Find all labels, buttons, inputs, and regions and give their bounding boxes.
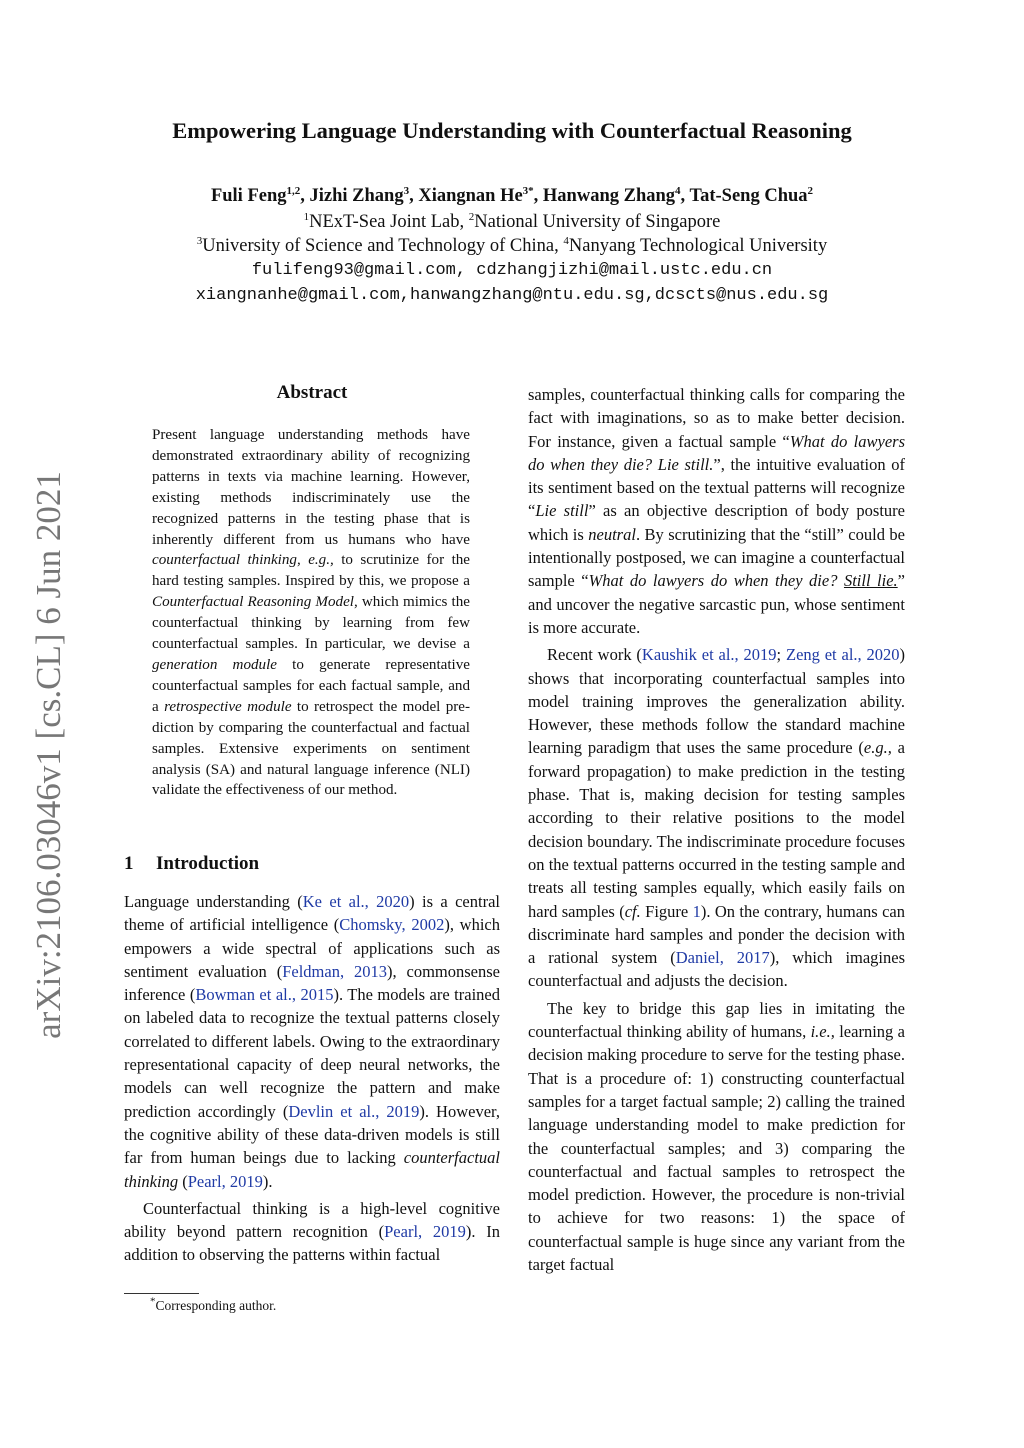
footnote: *Corresponding author.	[150, 1295, 277, 1313]
paragraph	[124, 1197, 500, 1267]
author-affiliation-mark: 1,2	[286, 184, 301, 197]
citation-link[interactable]: Devlin et al., 2019	[288, 1101, 420, 1121]
text-run: The key to bridge this gap lies in imitating the counterfactual thinking ability of humans,	[528, 998, 905, 1042]
paragraph	[528, 643, 905, 992]
affiliation-mark: 1	[303, 210, 310, 223]
arxiv-identifier: arXiv:2106.03046v1 [cs.CL] 6 Jun 2021	[29, 471, 68, 1039]
abstract-body	[152, 425, 470, 801]
italic-text: e.g.,	[863, 738, 892, 758]
text-run: ). In addition to observing the patterns within factual	[124, 1222, 500, 1265]
author-separator: ,	[533, 186, 543, 206]
citation-link[interactable]: Daniel, 2017	[675, 948, 770, 968]
affiliation-line-2	[0, 236, 1024, 257]
text-run: ). On the contrary, humans can discriminate hard samples and ponder the decision with a rational system (	[528, 901, 905, 968]
text-run: learning a decision making procedure to serve for the testing phase. That is a procedure of: 1) constructing counterfactual samples for a target factual sample; 2) calling the trained language understanding model to make prediction for the counterfactual samples; and 3) comparing the counterfactual and factual samples to retrospect the model prediction. However, the procedure is non-trivial to achieve for two reasons: 1) the space of counterfactual sample is huge since any variant from the target factual	[528, 1022, 905, 1274]
author-name: Hanwang Zhang	[542, 186, 676, 206]
italic-text: Lie still	[535, 501, 589, 521]
text-run: ”, the intuitive evaluation of its sentiment based on the textual patterns will recognize “	[528, 454, 905, 521]
affiliation-mark: 3	[196, 234, 203, 247]
text-run: ” as an objective description of body posture which is	[528, 501, 906, 544]
section-number: 1	[124, 853, 134, 874]
citation-link[interactable]: Bowman et al., 2015	[195, 985, 334, 1005]
author-name: Tat-Seng Chua	[689, 186, 808, 206]
text-run: Recent work (	[547, 645, 642, 665]
text-run: , which mimics the counterfactual thinking by learning from few counterfactual samples. In particular, we devise a	[152, 594, 470, 653]
citation-link[interactable]: Zeng et al., 2020	[785, 645, 900, 665]
author-name: Xiangnan He	[418, 186, 523, 206]
author-list	[0, 186, 1024, 207]
text-run: ” and uncover the negative sarcastic pun, whose sentiment is more accurate.	[528, 571, 905, 637]
text-run: ,	[296, 552, 309, 569]
text-run: ), which imagines counterfactual and adjusts the decision.	[528, 948, 906, 991]
text-run: to generate representative counterfactual samples for each factual sample, and a	[152, 656, 470, 715]
email-line-2: xiangnanhe@gmail.com,hanwangzhang@ntu.edu.sg,dcscts@nus.edu.sg	[195, 286, 829, 305]
text-run: samples, counterfactual thinking calls for comparing the fact with imaginations, so as to make better decision. For instance, given a factual sample “	[528, 385, 905, 451]
italic-text: cf.	[624, 901, 641, 921]
affiliation-name: National University of Singapore	[474, 212, 721, 232]
citation-link[interactable]: Pearl, 2019	[187, 1171, 263, 1191]
text-run: a forward propagation) to make prediction in the testing phase. That is, making decision for testing samples according to their relative positions to the model decision boundary. The indiscriminate procedure focuses on the textual patterns occurred in the testing sample and treats all testing samples equally, which easily fails on hard samples (	[528, 738, 906, 921]
text-run: ).	[262, 1171, 273, 1191]
affiliation-mark: 4	[563, 234, 569, 247]
author-name: Jizhi Zhang	[309, 186, 404, 206]
text-run: Figure	[640, 901, 693, 921]
italic-text: e.g.,	[308, 552, 334, 569]
affiliation-mark: 2	[468, 210, 475, 223]
citation-link[interactable]: Feldman, 2013	[282, 961, 387, 981]
citation-link[interactable]: 1	[692, 901, 701, 921]
citation-link[interactable]: Kaushik et al., 2019	[641, 645, 777, 665]
paper-title: Empowering Language Understanding with Counterfactual Reasoning	[172, 118, 852, 143]
author-separator: ,	[409, 186, 419, 206]
citation-link[interactable]: Chomsky, 2002	[339, 915, 445, 935]
citation-link[interactable]: Ke et al., 2020	[302, 892, 410, 911]
affiliation-name: University of Science and Technology of China,	[202, 236, 564, 256]
text-run: ). The models are trained on labeled data to recognize the textual patterns closely correlated to different labels. Owing to the extraordinary representational capacity of deep neural networks, the models can well recognize the pattern and make prediction accordingly (	[124, 985, 500, 1121]
italic-text: Still lie.	[843, 571, 898, 591]
author-affiliation-mark: 3*	[522, 184, 534, 197]
paragraph	[528, 383, 905, 639]
author-separator: ,	[300, 186, 310, 206]
affiliation-line-1	[0, 212, 1024, 233]
text-run: Present language understanding methods have demonstrated extraordinary ability of recognizing patterns in texts via machine learning. However, existing methods indiscriminately use the recognized patterns in the testing phase that is inherently different from us humans who have	[152, 427, 470, 548]
affiliation-name: Nanyang Technological University	[568, 236, 828, 256]
italic-text: counterfactual thinking	[124, 1148, 500, 1191]
text-run: ). However, the cognitive ability of these data-driven models is still far from human beings due to lacking	[124, 1101, 500, 1168]
text-run: (	[178, 1171, 188, 1191]
abstract-heading: Abstract	[276, 382, 348, 403]
text-run: ;	[776, 645, 786, 665]
text-run: to scrutinize for the hard testing samples. Inspired by this, we propose a	[152, 552, 471, 590]
paragraph	[124, 890, 500, 1193]
text-run: Counterfactual thinking is a high-level cognitive ability beyond pattern recognition (	[124, 1198, 500, 1242]
citation-link[interactable]: Pearl, 2019	[384, 1222, 466, 1242]
italic-text: i.e.,	[810, 1022, 835, 1042]
affiliation-name: NExT-Sea Joint Lab,	[309, 212, 469, 232]
text-run: ), which empowers a wide spectral of applications such as sentiment evaluation (	[124, 915, 500, 981]
author-affiliation-mark: 2	[807, 184, 814, 197]
italic-text: What do lawyers do when they die?	[588, 571, 844, 591]
italic-text: Counterfactual Reasoning Model	[152, 594, 354, 611]
italic-text: generation module	[152, 656, 277, 673]
paragraph	[528, 997, 905, 1277]
email-line-1: fulifeng93@gmail.com, cdzhangjizhi@mail.ustc.edu.cn	[251, 261, 773, 280]
author-affiliation-mark: 3	[403, 184, 410, 197]
italic-text: What do lawyers do when they die? Lie still.	[528, 431, 905, 474]
text-run: ), commonsense inference (	[124, 961, 500, 1005]
right-column-text	[528, 383, 905, 1280]
author-affiliation-mark: 4	[675, 184, 681, 197]
text-run: . By scrutinizing that the “still” could be intentionally postposed, we can imagine a counterfactual sample “	[528, 524, 905, 591]
section-heading-introduction	[124, 853, 259, 875]
text-run: ) shows that incorporating counterfactual samples into model training improves the generalization ability. However, these methods follow the standard machine learning paradigm that uses the same procedure (	[528, 645, 906, 758]
text-run: Language understanding (	[124, 892, 303, 911]
text-run: to retrospect the model prediction by comparing the counterfactual and factual samples. Extensive experiments on sentiment analysis (SA) and natural language inference (NLI) validate the effectiveness of our method.	[152, 698, 470, 799]
footnote-rule	[124, 1293, 199, 1294]
left-column-text	[124, 890, 500, 1271]
italic-text: retrospective module	[164, 698, 292, 715]
italic-text: neutral	[588, 524, 636, 544]
author-name: Fuli Feng	[210, 186, 287, 206]
italic-text: counterfactual thinking	[152, 552, 297, 569]
section-title: Introduction	[156, 853, 260, 874]
text-run: ) is a central theme of artificial intelligence (	[124, 892, 500, 935]
author-separator: ,	[680, 186, 690, 206]
